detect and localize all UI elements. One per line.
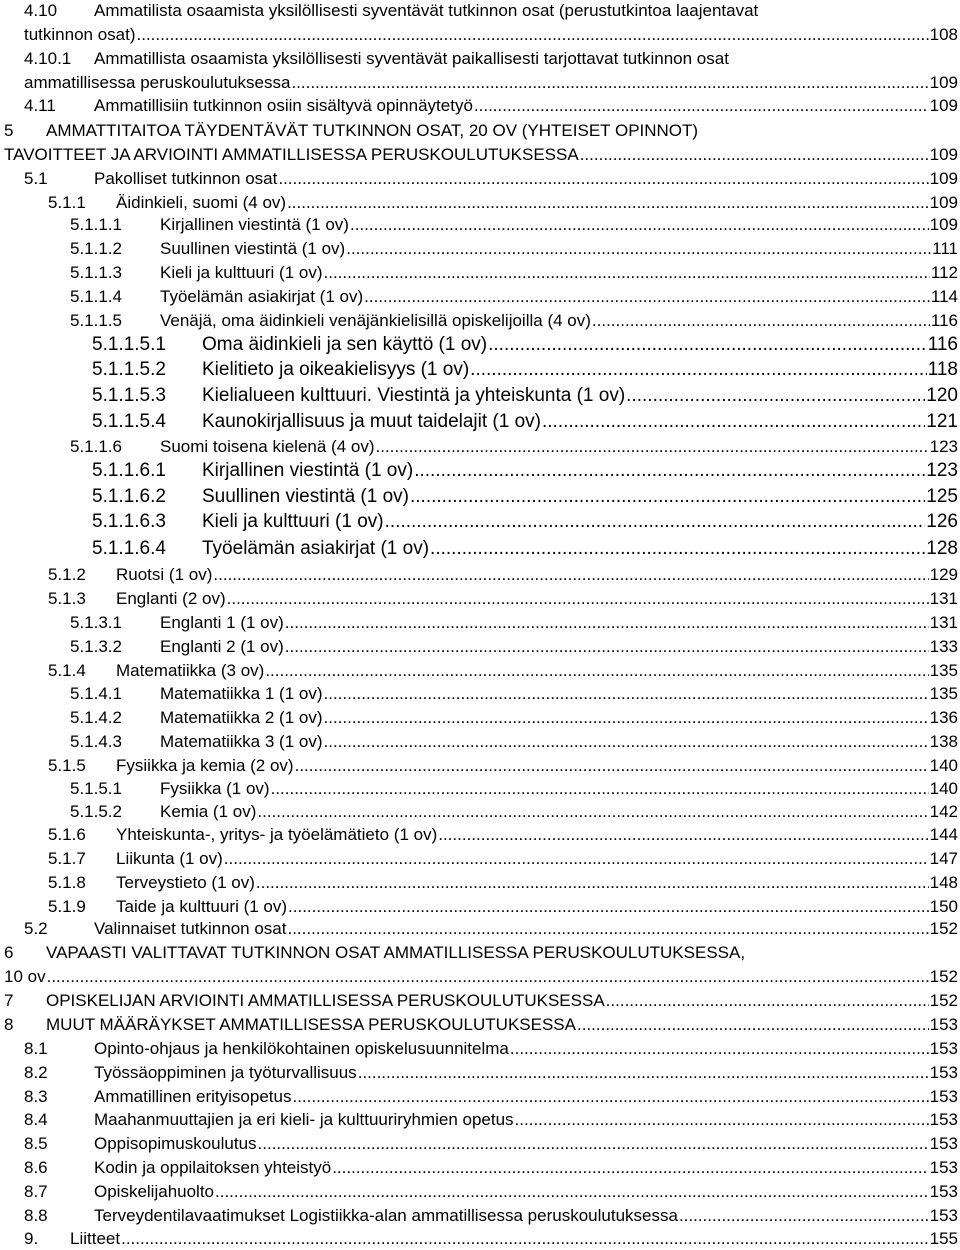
toc-entry-title-continuation: ammatillisessa peruskoulutuksessa bbox=[24, 73, 291, 92]
toc-entry-number: 8.4 bbox=[24, 1110, 48, 1129]
toc-dot-leader bbox=[292, 1086, 928, 1108]
toc-entry-page: 147 bbox=[929, 849, 958, 868]
toc-entry-title: Ammatillisiin tutkinnon osiin sisältyvä opinnäytetyö bbox=[94, 96, 473, 115]
toc-entry-number: 7 bbox=[4, 991, 14, 1010]
toc-entry-title: MUUT MÄÄRÄYKSET AMMATILLISESSA PERUSKOULUTUKSESSA bbox=[46, 1015, 576, 1034]
toc-dot-leader bbox=[376, 436, 929, 458]
toc-dot-leader bbox=[410, 485, 925, 509]
toc-entry-number: 5.1.1.6.3 bbox=[92, 511, 166, 532]
toc-entry-title: Työelämän asiakirjat (1 ov) bbox=[202, 538, 430, 559]
toc-entry-page: 109 bbox=[929, 169, 958, 188]
toc-entry-title: Opinto-ohjaus ja henkilökohtainen opiskelusuunnitelma bbox=[94, 1039, 509, 1058]
toc-entry-page: 123 bbox=[929, 437, 958, 456]
toc-entry-number: 5.1.4.3 bbox=[70, 732, 122, 751]
toc-entry-number: 5.1.1.2 bbox=[70, 239, 122, 258]
toc-dot-leader bbox=[258, 1133, 929, 1155]
toc-entry-page: 153 bbox=[929, 1182, 958, 1201]
toc-entry-title: Ammatillista osaamista yksilöllisesti syventävät paikallisesti tarjottavat tutkinnon osat bbox=[94, 49, 729, 68]
toc-entry-number: 8.5 bbox=[24, 1134, 48, 1153]
toc-entry-page: 153 bbox=[929, 1158, 958, 1177]
toc-dot-leader bbox=[606, 990, 929, 1012]
toc-entry-number: 5.1.1.5.1 bbox=[92, 334, 166, 355]
toc-entry-title: Yhteiskunta-, yritys- ja työelämätieto (1 ov) bbox=[116, 825, 438, 844]
toc-entry-page: 109 bbox=[929, 145, 958, 164]
toc-entry-number: 5.1.1.6.4 bbox=[92, 538, 166, 559]
toc-dot-leader bbox=[364, 286, 930, 308]
toc-entry-page: 109 bbox=[929, 215, 958, 234]
toc-entry-number: 9. bbox=[24, 1229, 39, 1248]
toc-dot-leader bbox=[287, 918, 928, 940]
toc-entry-page: 136 bbox=[929, 708, 958, 727]
toc-entry-title: Ammatilista osaamista yksilöllisesti syventävät tutkinnon osat (perustutkintoa laajentavat bbox=[94, 1, 759, 20]
toc-entry-title: Valinnaiset tutkinnon osat bbox=[94, 919, 287, 938]
toc-entry-number: 4.10.1 bbox=[24, 49, 72, 68]
toc-entry-number: 5.1.1.1 bbox=[70, 215, 122, 234]
toc-entry-page: 153 bbox=[929, 1087, 958, 1106]
toc-entry-title: Kielialueen kulttuuri. Viestintä ja yhteiskunta (1 ov) bbox=[202, 385, 626, 406]
toc-entry-title: Maahanmuuttajien ja eri kieli- ja kulttuuriryhmien opetus bbox=[94, 1110, 514, 1129]
toc-entry-title: Suullinen viestintä (1 ov) bbox=[160, 239, 346, 258]
toc-dot-leader bbox=[474, 95, 929, 117]
toc-entry-page: 125 bbox=[926, 486, 958, 507]
toc-entry-number: 5.1.3 bbox=[48, 589, 86, 608]
toc-entry-page: 118 bbox=[927, 359, 958, 380]
toc-dot-leader bbox=[510, 1038, 929, 1060]
toc-entry-title: Oppisopimuskoulutus bbox=[94, 1134, 257, 1153]
toc-dot-leader bbox=[256, 872, 929, 894]
toc-entry-number: 5.1.3.1 bbox=[70, 613, 122, 632]
toc-entry-page: 120 bbox=[926, 385, 958, 406]
toc-dot-leader bbox=[324, 683, 929, 705]
toc-entry-title: Matematiikka 3 (1 ov) bbox=[160, 732, 323, 751]
toc-entry-number: 5.1.1.6 bbox=[70, 437, 122, 456]
toc-entry-title: Ammatillinen erityisopetus bbox=[94, 1087, 292, 1106]
toc-dot-leader bbox=[285, 636, 929, 658]
toc-dot-leader bbox=[430, 537, 925, 561]
toc-entry-number: 4.11 bbox=[24, 96, 56, 115]
toc-entry-number: 5.1.1.6.2 bbox=[92, 486, 166, 507]
toc-dot-leader bbox=[324, 707, 929, 729]
toc-entry-page: 128 bbox=[926, 538, 958, 559]
toc-entry-title: Kieli ja kulttuuri (1 ov) bbox=[160, 263, 323, 282]
toc-entry-title: Fysiikka (1 ov) bbox=[160, 779, 270, 798]
toc-entry-page: 144 bbox=[929, 825, 958, 844]
toc-entry-page: 116 bbox=[927, 334, 958, 355]
toc-entry-number: 5.2 bbox=[24, 919, 48, 938]
toc-dot-leader bbox=[577, 1014, 929, 1036]
toc-entry-number: 5.1.7 bbox=[48, 849, 86, 868]
toc-entry-number: 8.3 bbox=[24, 1087, 48, 1106]
toc-entry-page: 112 bbox=[930, 263, 958, 282]
toc-dot-leader bbox=[414, 459, 925, 483]
toc-dot-leader bbox=[291, 72, 928, 94]
toc-dot-leader bbox=[626, 384, 925, 408]
toc-entry-page: 140 bbox=[929, 756, 958, 775]
toc-entry-title: Terveystieto (1 ov) bbox=[116, 873, 255, 892]
toc-entry-title: Liitteet bbox=[70, 1229, 121, 1248]
toc-entry-number: 8.2 bbox=[24, 1063, 48, 1082]
toc-dot-leader bbox=[346, 238, 931, 260]
toc-entry-number: 8.8 bbox=[24, 1206, 48, 1225]
toc-entry-title-continuation: TAVOITTEET JA ARVIOINTI AMMATILLISESSA PERUSKOULUTUKSESSA bbox=[4, 145, 579, 164]
toc-dot-leader bbox=[470, 358, 927, 382]
toc-entry-title: Opiskelijahuolto bbox=[94, 1182, 215, 1201]
toc-entry-title: Venäjä, oma äidinkieli venäjänkielisillä opiskelijoilla (4 ov) bbox=[160, 311, 591, 330]
toc-entry-title: Englanti 2 (1 ov) bbox=[160, 637, 284, 656]
toc-entry-number: 5.1.4 bbox=[48, 661, 86, 680]
toc-entry-number: 5.1.5 bbox=[48, 756, 86, 775]
toc-entry-page: 148 bbox=[929, 873, 958, 892]
toc-entry-title: Kirjallinen viestintä (1 ov) bbox=[202, 460, 414, 481]
toc-entry-number: 5.1.1.5.2 bbox=[92, 359, 166, 380]
toc-entry-title: Matematiikka 1 (1 ov) bbox=[160, 684, 323, 703]
toc-dot-leader bbox=[580, 144, 929, 166]
toc-entry-page: 153 bbox=[929, 1134, 958, 1153]
toc-entry-number: 5.1.1.5.4 bbox=[92, 411, 166, 432]
toc-entry-number: 5.1.1.5 bbox=[70, 311, 122, 330]
toc-entry-title: Matematiikka (3 ov) bbox=[116, 661, 265, 680]
toc-dot-leader bbox=[332, 1157, 928, 1179]
toc-dot-leader bbox=[137, 24, 929, 46]
toc-entry-page: 135 bbox=[929, 661, 958, 680]
toc-entry-title: Terveydentilavaatimukset Logistiikka-alan ammatillisessa peruskoulutuksessa bbox=[94, 1206, 678, 1225]
toc-entry-title: Kirjallinen viestintä (1 ov) bbox=[160, 215, 349, 234]
toc-entry-title: AMMATTITAITOA TÄYDENTÄVÄT TUTKINNON OSAT, 20 OV (YHTEISET OPINNOT) bbox=[46, 121, 699, 140]
toc-entry-page: 109 bbox=[929, 73, 958, 92]
toc-entry-page: 142 bbox=[929, 802, 958, 821]
toc-entry-number: 5.1.1 bbox=[48, 193, 86, 212]
toc-entry-number: 5.1 bbox=[24, 169, 48, 188]
toc-entry-number: 5.1.1.3 bbox=[70, 263, 122, 282]
toc-entry-number: 4.10 bbox=[24, 1, 58, 20]
toc-dot-leader bbox=[324, 262, 930, 284]
toc-entry-page: 135 bbox=[929, 684, 958, 703]
toc-entry-number: 5.1.9 bbox=[48, 897, 86, 916]
toc-entry-title: Kaunokirjallisuus ja muut taidelajit (1 ov) bbox=[202, 411, 541, 432]
toc-entry-title: Äidinkieli, suomi (4 ov) bbox=[116, 193, 287, 212]
toc-entry-page: 109 bbox=[929, 193, 958, 212]
toc-dot-leader bbox=[287, 192, 929, 214]
toc-entry-number: 5.1.4.1 bbox=[70, 684, 122, 703]
toc-entry-title: Kielitieto ja oikeakielisyys (1 ov) bbox=[202, 359, 470, 380]
toc-entry-number: 5.1.2 bbox=[48, 565, 86, 584]
toc-entry-title: OPISKELIJAN ARVIOINTI AMMATILLISESSA PERUSKOULUTUKSESSA bbox=[46, 991, 605, 1010]
toc-entry-page: 123 bbox=[926, 460, 958, 481]
toc-entry-title: Taide ja kulttuuri (1 ov) bbox=[116, 897, 288, 916]
toc-dot-leader bbox=[324, 731, 929, 753]
toc-dot-leader bbox=[271, 778, 929, 800]
toc-dot-leader bbox=[288, 896, 929, 918]
toc-entry-title: VAPAASTI VALITTAVAT TUTKINNON OSAT AMMATILLISESSA PERUSKOULUTUKSESSA, bbox=[46, 943, 746, 962]
toc-entry-page: 109 bbox=[929, 96, 958, 115]
toc-entry-page: 153 bbox=[929, 1110, 958, 1129]
toc-entry-number: 5.1.4.2 bbox=[70, 708, 122, 727]
toc-entry-page: 121 bbox=[926, 411, 958, 432]
toc-entry-number: 5 bbox=[4, 121, 14, 140]
toc-entry-number: 5.1.1.5.3 bbox=[92, 385, 166, 406]
toc-dot-leader bbox=[592, 310, 930, 332]
toc-entry-title-continuation: tutkinnon osat) bbox=[24, 25, 136, 44]
toc-entry-title: Työssäoppiminen ja työturvallisuus bbox=[94, 1063, 357, 1082]
toc-entry-number: 5.1.8 bbox=[48, 873, 86, 892]
toc-entry-title: Pakolliset tutkinnon osat bbox=[94, 169, 278, 188]
toc-entry-page: 126 bbox=[926, 511, 958, 532]
toc-entry-page: 138 bbox=[929, 732, 958, 751]
toc-entry-title: Liikunta (1 ov) bbox=[116, 849, 223, 868]
toc-entry-number: 5.1.5.1 bbox=[70, 779, 122, 798]
toc-entry-page: 152 bbox=[929, 991, 958, 1010]
toc-dot-leader bbox=[257, 801, 928, 823]
toc-entry-page: 153 bbox=[929, 1206, 958, 1225]
toc-entry-number: 5.1.1.4 bbox=[70, 287, 122, 306]
toc-entry-page: 116 bbox=[930, 311, 958, 330]
toc-entry-number: 8.7 bbox=[24, 1182, 48, 1201]
toc-dot-leader bbox=[515, 1109, 929, 1131]
toc-entry-title: Oma äidinkieli ja sen käyttö (1 ov) bbox=[202, 334, 488, 355]
toc-entry-page: 108 bbox=[929, 25, 958, 44]
toc-entry-number: 5.1.6 bbox=[48, 825, 86, 844]
toc-entry-number: 5.1.5.2 bbox=[70, 802, 122, 821]
toc-entry-title: Kodin ja oppilaitoksen yhteistyö bbox=[94, 1158, 332, 1177]
toc-entry-page: 129 bbox=[929, 565, 958, 584]
toc-dot-leader bbox=[358, 1062, 929, 1084]
toc-dot-leader bbox=[350, 214, 929, 236]
toc-entry-title: Työelämän asiakirjat (1 ov) bbox=[160, 287, 364, 306]
toc-dot-leader bbox=[285, 612, 929, 634]
toc-entry-title: Fysiikka ja kemia (2 ov) bbox=[116, 756, 294, 775]
toc-entry-title: Suomi toisena kielenä (4 ov) bbox=[160, 437, 375, 456]
toc-dot-leader bbox=[47, 966, 929, 988]
toc-entry-page: 152 bbox=[929, 919, 958, 938]
toc-dot-leader bbox=[213, 564, 928, 586]
toc-entry-title: Suullinen viestintä (1 ov) bbox=[202, 486, 409, 507]
toc-entry-page: 150 bbox=[929, 897, 958, 916]
toc-dot-leader bbox=[679, 1205, 929, 1227]
toc-entry-number: 5.1.1.6.1 bbox=[92, 460, 166, 481]
toc-entry-title-continuation: 10 ov bbox=[4, 967, 46, 986]
toc-dot-leader bbox=[385, 510, 926, 534]
toc-entry-number: 8.6 bbox=[24, 1158, 48, 1177]
toc-dot-leader bbox=[438, 824, 928, 846]
toc-entry-page: 155 bbox=[929, 1229, 958, 1248]
toc-entry-title: Matematiikka 2 (1 ov) bbox=[160, 708, 323, 727]
toc-dot-leader bbox=[295, 755, 929, 777]
toc-dot-leader bbox=[224, 848, 929, 870]
toc-entry-title: Englanti (2 ov) bbox=[116, 589, 226, 608]
toc-entry-page: 140 bbox=[929, 779, 958, 798]
toc-entry-page: 153 bbox=[929, 1015, 958, 1034]
toc-dot-leader bbox=[265, 660, 928, 682]
toc-entry-page: 153 bbox=[929, 1039, 958, 1058]
toc-entry-page: 131 bbox=[929, 613, 958, 632]
toc-entry-page: 131 bbox=[929, 589, 958, 608]
toc-dot-leader bbox=[278, 168, 928, 190]
toc-entry-number: 6 bbox=[4, 943, 14, 962]
toc-dot-leader bbox=[488, 333, 927, 357]
toc-entry-page: 133 bbox=[929, 637, 958, 656]
toc-entry-page: 111 bbox=[932, 239, 958, 258]
toc-entry-page: 152 bbox=[929, 967, 958, 986]
toc-entry-number: 8 bbox=[4, 1015, 14, 1034]
toc-entry-number: 5.1.3.2 bbox=[70, 637, 122, 656]
toc-entry-page: 114 bbox=[930, 287, 958, 306]
toc-entry-title: Kieli ja kulttuuri (1 ov) bbox=[202, 511, 384, 532]
toc-dot-leader bbox=[121, 1228, 929, 1250]
toc-entry-title: Ruotsi (1 ov) bbox=[116, 565, 213, 584]
toc-dot-leader bbox=[542, 410, 925, 434]
toc-dot-leader bbox=[215, 1181, 929, 1203]
toc-entry-title: Englanti 1 (1 ov) bbox=[160, 613, 284, 632]
toc-entry-number: 8.1 bbox=[24, 1039, 48, 1058]
toc-entry-title: Kemia (1 ov) bbox=[160, 802, 257, 821]
toc-entry-page: 153 bbox=[929, 1063, 958, 1082]
toc-dot-leader bbox=[227, 588, 929, 610]
